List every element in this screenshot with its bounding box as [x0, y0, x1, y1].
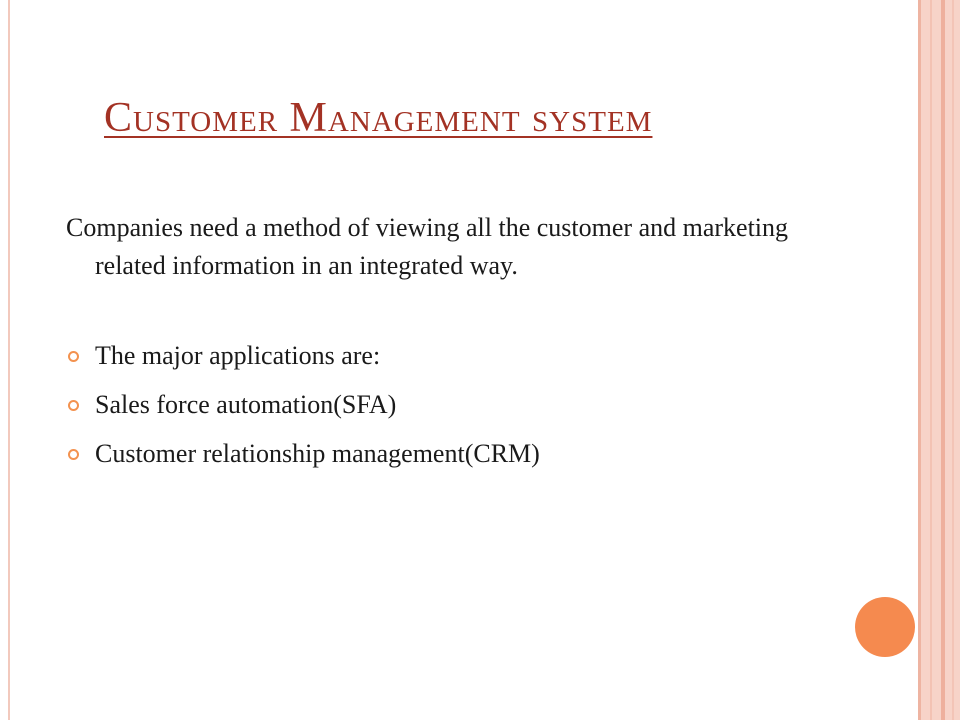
- decorative-circle-icon: [855, 597, 915, 657]
- bullet-text: The major applications are:: [95, 341, 381, 370]
- slide-title: Customer Management system: [104, 95, 653, 141]
- bullet-circle-icon: [68, 449, 79, 460]
- list-item: [66, 337, 540, 386]
- left-border-line: [8, 0, 10, 720]
- bullet-circle-icon: [68, 351, 79, 362]
- decorative-stripe: [941, 0, 945, 720]
- bullet-circle-icon: [68, 400, 79, 411]
- decorative-stripe: [952, 0, 954, 720]
- body-paragraph: Companies need a method of viewing all the customer and marketing related information in an integrated way.: [66, 213, 789, 280]
- bullet-list: [66, 337, 540, 484]
- decorative-stripe: [930, 0, 932, 720]
- bullet-text: Sales force automation(SFA): [95, 390, 397, 419]
- decorative-stripe: [918, 0, 921, 720]
- bullet-text: Customer relationship management(CRM): [95, 439, 540, 468]
- list-item: [66, 435, 540, 484]
- list-item: [66, 386, 540, 435]
